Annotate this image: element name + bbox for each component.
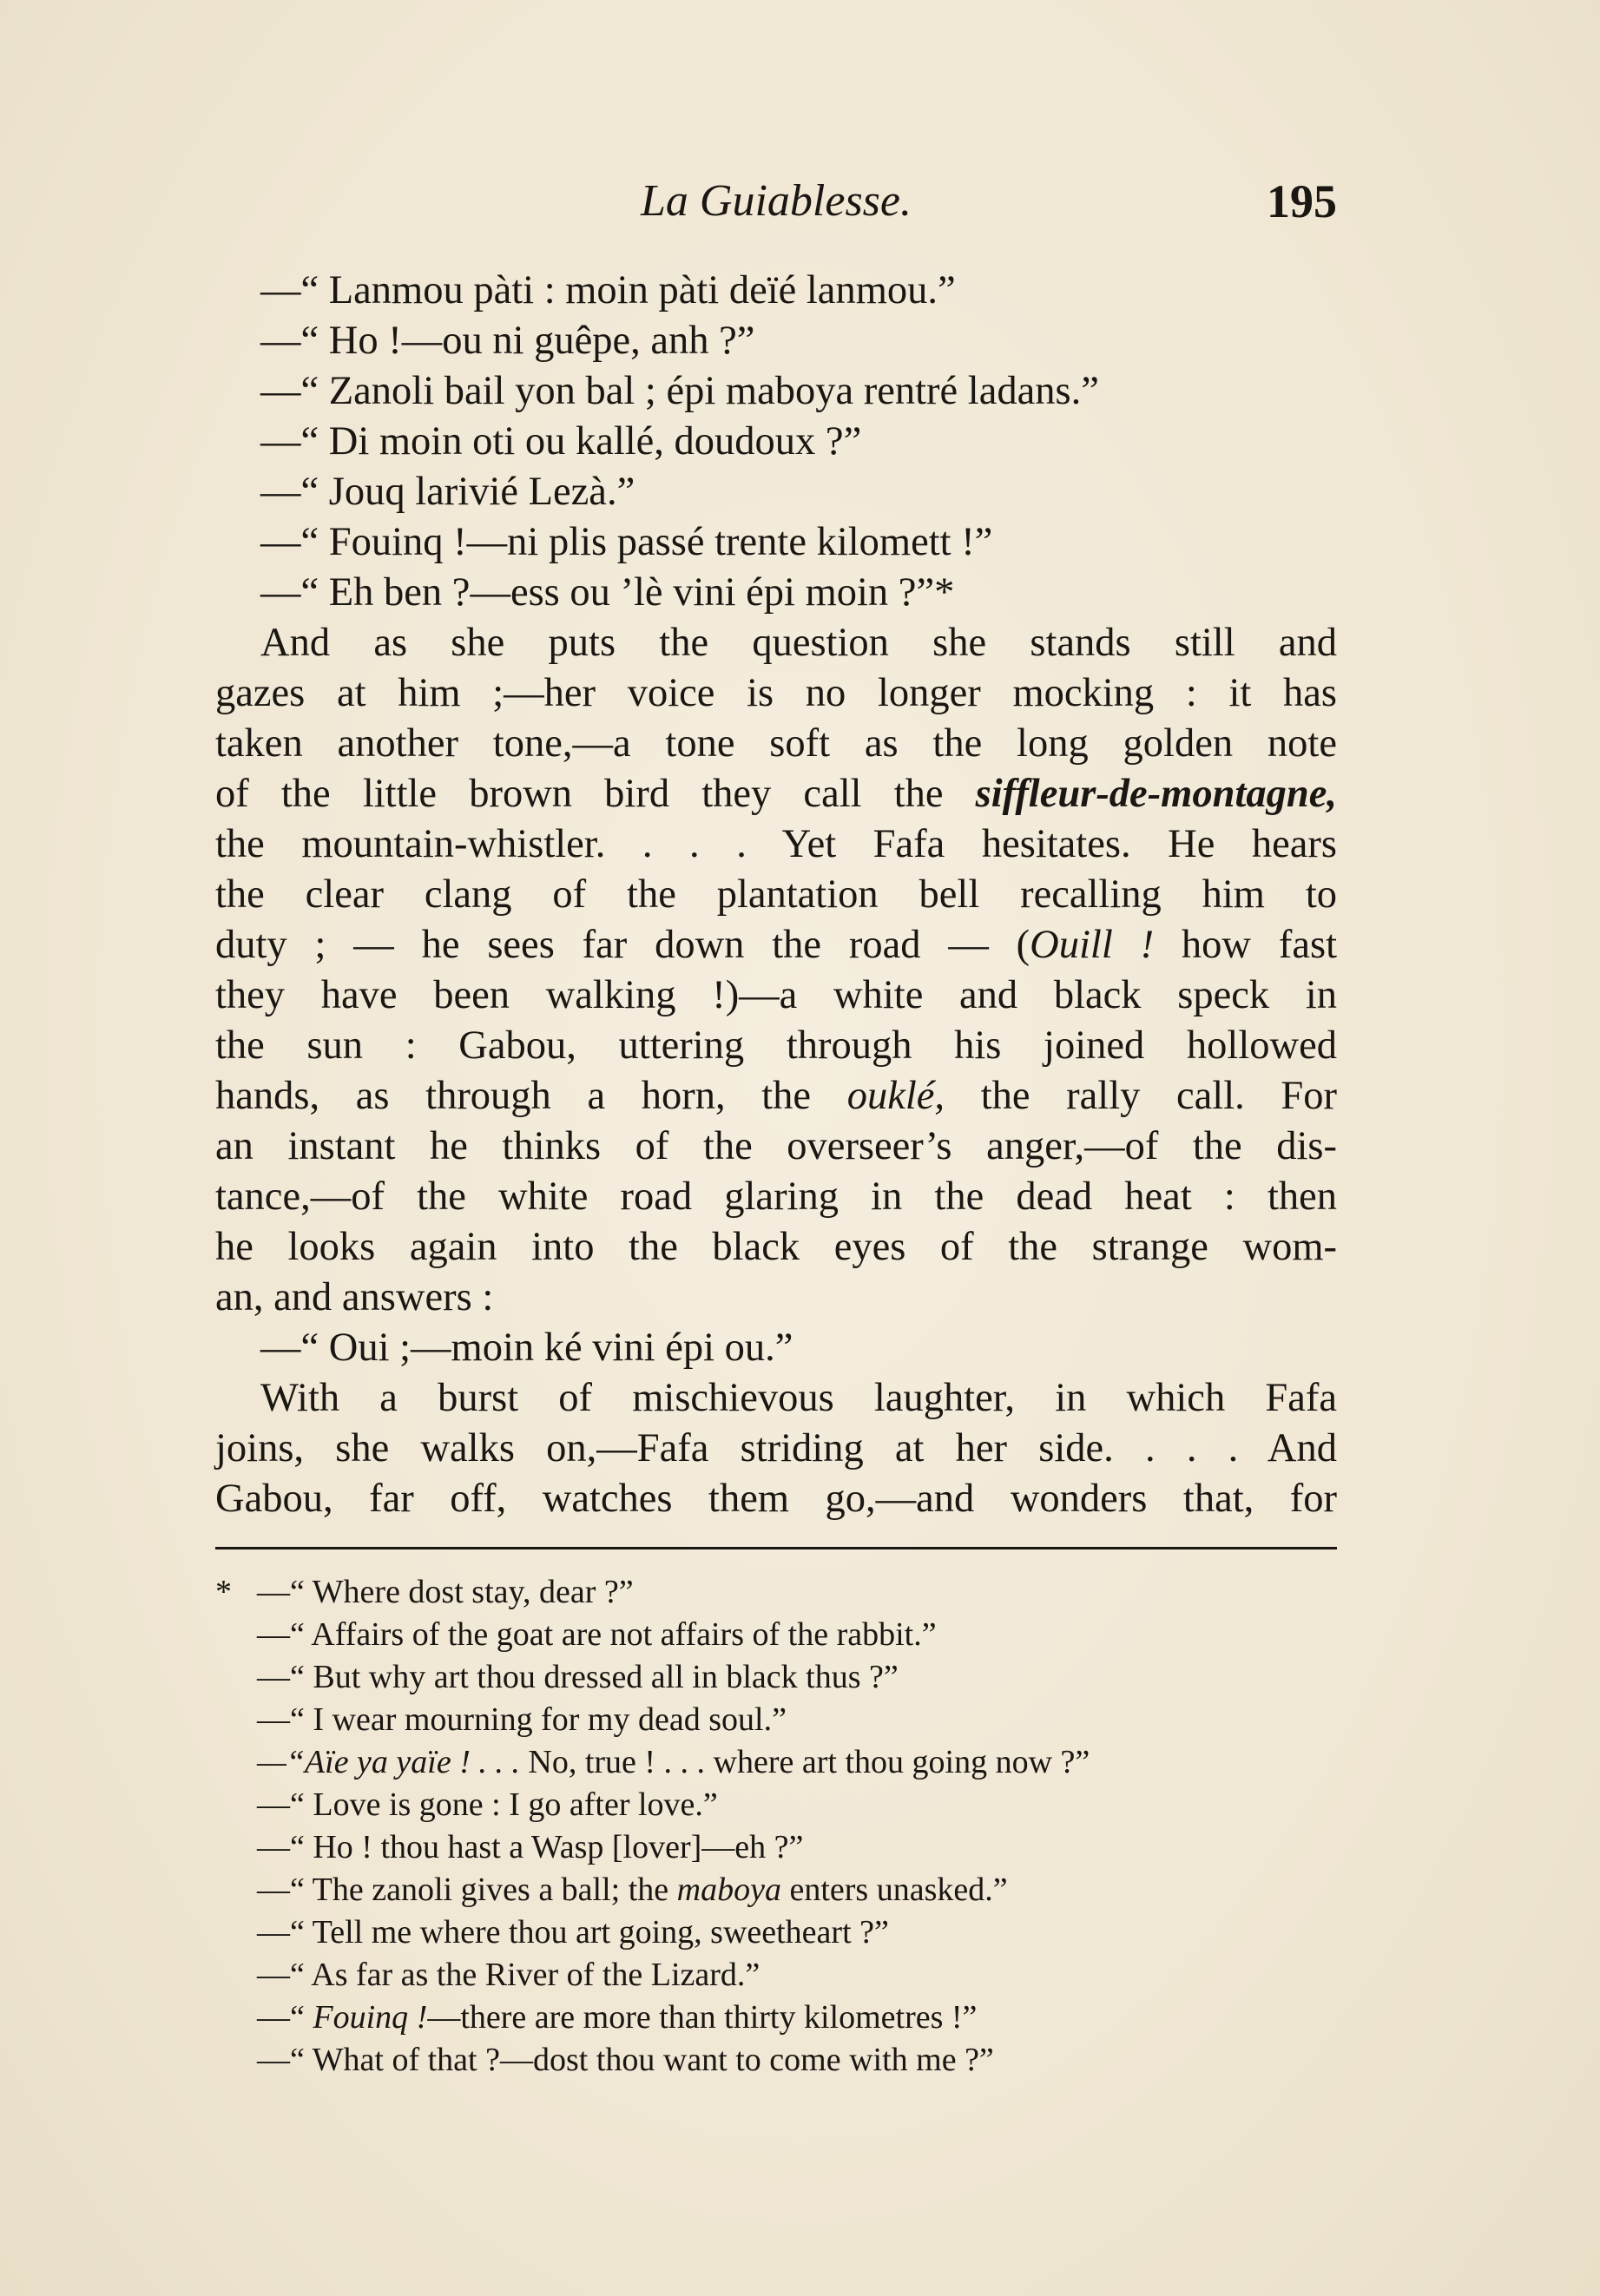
footnote-line: —“ I wear mourning for my dead soul.”: [257, 1701, 787, 1738]
dialogue-line: —“ Ho !—ou ni guêpe, anh ?”: [260, 319, 755, 363]
paragraph-line: the sun : Gabou, uttering through his joined hollowed: [215, 1023, 1337, 1068]
footnote-line: —“ As far as the River of the Lizard.”: [257, 1957, 760, 1993]
text-run: duty ; — he sees far down the road — (: [215, 923, 1030, 967]
footnotes: [215, 1571, 1337, 2082]
running-title: La Guiablesse.: [641, 176, 912, 226]
footnote-line: —“ But why art thou dressed all in black thus ?”: [257, 1659, 899, 1695]
footnote-marker: *: [215, 1574, 232, 1610]
reply-line: —“ Oui ;—moin ké vini épi ou.”: [260, 1326, 793, 1370]
footnote-line: —“ Love is gone : I go after love.”: [257, 1786, 718, 1823]
paragraph-line: With a burst of mischievous laughter, in which Fafa: [260, 1376, 1337, 1420]
text-run: —“ Where dost stay, dear ?”: [257, 1574, 634, 1610]
footnote-line: [215, 1997, 1337, 2039]
paragraph-line: [215, 1071, 1337, 1122]
page-number: 195: [1267, 175, 1337, 227]
text-run: of the little brown bird they call the: [215, 772, 976, 816]
italic-term: siffleur-de-montagne,: [975, 772, 1337, 816]
text-run: the rally call. For: [945, 1074, 1338, 1118]
paragraph-line: And as she puts the question she stands still and: [260, 621, 1337, 665]
page-header: [215, 167, 1337, 236]
dialogue-line: —“ Di moin oti ou kallé, doudoux ?”: [260, 419, 862, 464]
dialogue-line: —“ Zanoli bail yon bal ; épi maboya rentré ladans.”: [260, 369, 1099, 413]
italic-term: Ouill !: [1030, 923, 1155, 967]
footnote-line: —“ Affairs of the goat are not affairs of the rabbit.”: [257, 1616, 937, 1653]
text-run: how fast: [1154, 923, 1337, 967]
paragraph-line: gazes at him ;—her voice is no longer mocking : it has: [215, 671, 1337, 715]
paragraph-line: he looks again into the black eyes of the strange wom-: [215, 1225, 1337, 1269]
italic-term: maboya: [676, 1872, 781, 1908]
footnote-line: [215, 1741, 1337, 1784]
italic-term: —“Aïe ya yaïe ! . . .: [257, 1744, 520, 1780]
italic-term: ouklé,: [846, 1074, 945, 1118]
text-run: —“: [257, 1999, 313, 2036]
dialogue-line: —“ Jouq larivié Lezà.”: [260, 470, 635, 514]
footnote-line: [215, 1571, 1337, 1614]
dialogue-line: —“ Lanmou pàti : moin pàti deïé lanmou.”: [260, 268, 956, 312]
footnote-divider: [215, 1547, 1337, 1549]
paragraph-line: the mountain-whistler. . . . Yet Fafa hesitates. He hears: [215, 822, 1337, 866]
paragraph-line: [215, 920, 1337, 970]
footnote-line: —“ What of that ?—dost thou want to come with me ?”: [257, 2042, 994, 2078]
footnote-line: [215, 1869, 1337, 1911]
text-run: —“ The zanoli gives a ball; the: [257, 1872, 677, 1908]
paragraph-line: the clear clang of the plantation bell recalling him to: [215, 872, 1337, 917]
body-text: [215, 266, 1337, 1524]
dialogue-line: —“ Fouinq !—ni plis passé trente kilomett !”: [260, 520, 993, 564]
text-run: enters unasked.”: [780, 1872, 1008, 1908]
text-run: No, true ! . . . where art thou going now ?”: [519, 1744, 1090, 1780]
paragraph-line: taken another tone,—a tone soft as the long golden note: [215, 721, 1337, 766]
text-run: —there are more than thirty kilometres !”: [427, 1999, 978, 2036]
paragraph-line: joins, she walks on,—Fafa striding at her side. . . . And: [215, 1426, 1337, 1470]
footnote-line: —“ Tell me where thou art going, sweetheart ?”: [257, 1914, 889, 1951]
paragraph-line: an, and answers :: [215, 1275, 494, 1319]
text-run: hands, as through a horn, the: [215, 1074, 847, 1118]
paragraph-line: [215, 769, 1337, 819]
italic-term: Fouinq !: [313, 1999, 428, 2036]
dialogue-line: —“ Eh ben ?—ess ou ’lè vini épi moin ?”*: [260, 570, 955, 615]
footnote-line: —“ Ho ! thou hast a Wasp [lover]—eh ?”: [257, 1829, 804, 1865]
paragraph-line: an instant he thinks of the overseer’s anger,—of the dis-: [215, 1124, 1337, 1168]
paragraph-line: Gabou, far off, watches them go,—and wonders that, for: [215, 1477, 1337, 1521]
paragraph-line: they have been walking !)—a white and black speck in: [215, 973, 1337, 1017]
paragraph-line: tance,—of the white road glaring in the dead heat : then: [215, 1174, 1337, 1219]
